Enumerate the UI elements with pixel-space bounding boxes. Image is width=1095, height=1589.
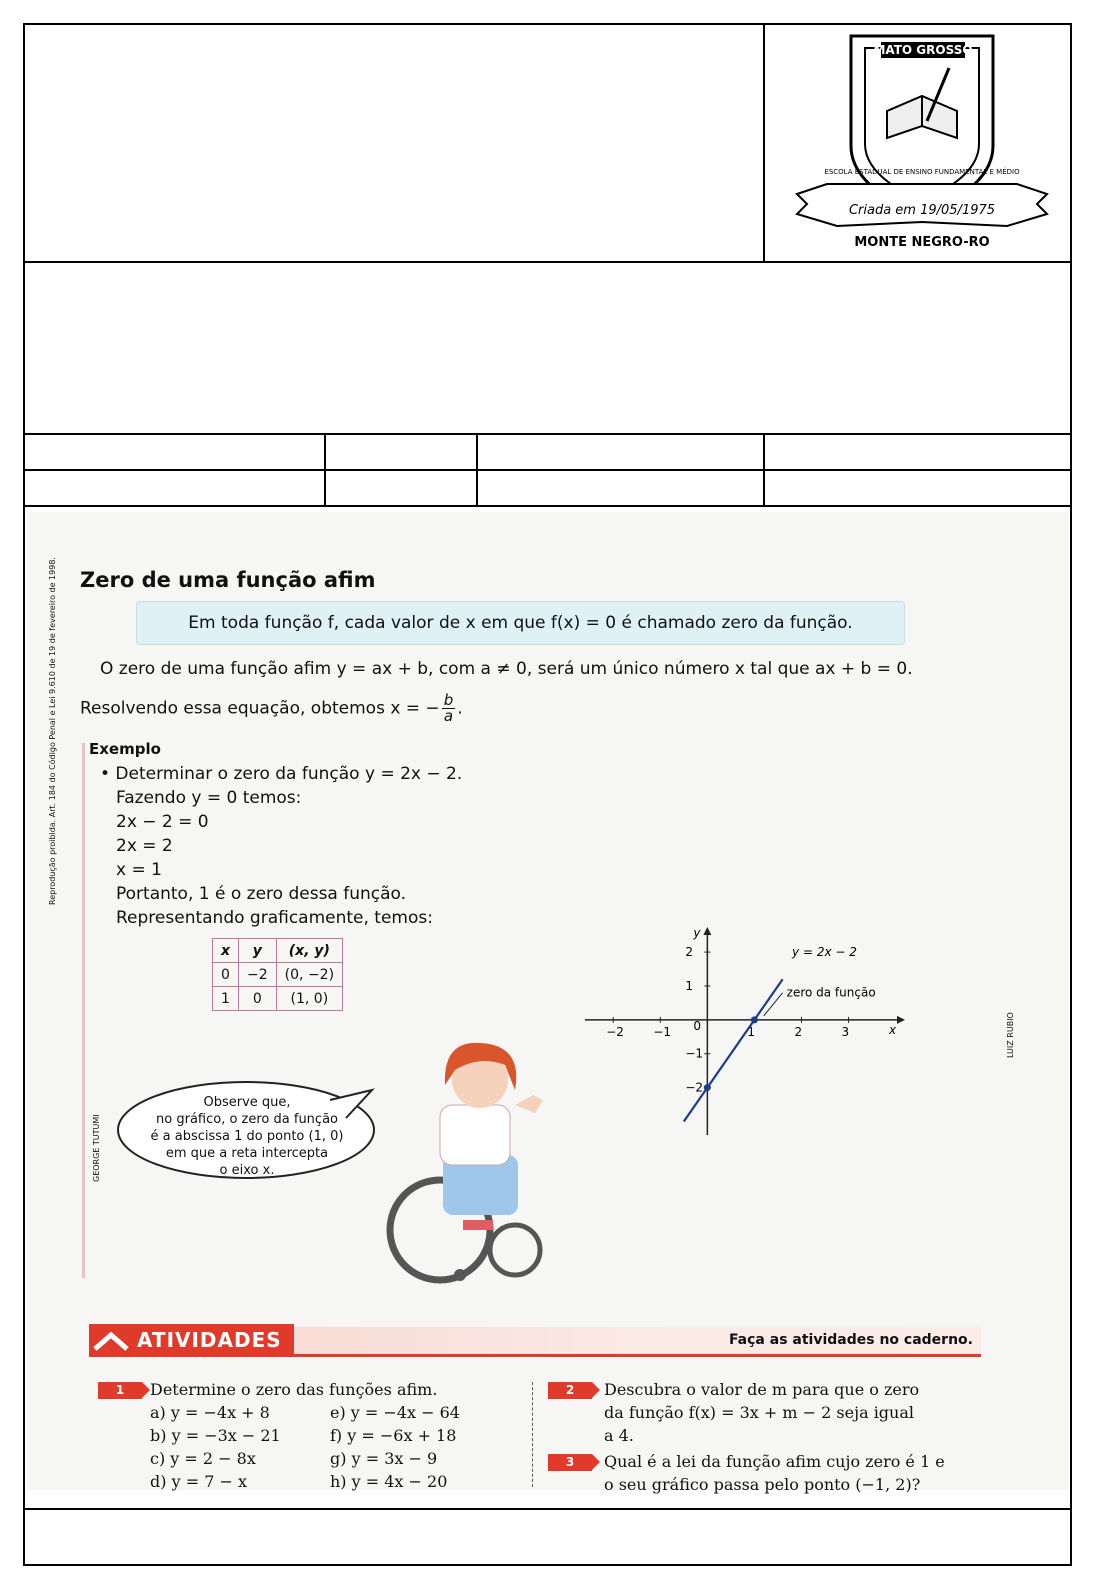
header-field-1 xyxy=(24,434,325,470)
header-blank-cell xyxy=(24,24,764,262)
header-field-8 xyxy=(764,470,1071,506)
section-title: Zero de uma função afim xyxy=(80,568,376,592)
header-field-2 xyxy=(325,434,477,470)
q1-items-left xyxy=(150,1401,281,1493)
q2-line: Descubra o valor de m para que o zero xyxy=(604,1380,920,1399)
x-tick-label: −1 xyxy=(653,1024,671,1039)
activities-underline xyxy=(89,1354,981,1357)
fraction xyxy=(442,693,456,724)
example-title: Exemplo xyxy=(89,740,161,758)
crest-ribbon-text: Criada em 19/05/1975 xyxy=(849,203,996,218)
school-crest xyxy=(767,26,1067,256)
line-label: y = 2x − 2 xyxy=(792,945,857,960)
example-line: Fazendo y = 0 temos: xyxy=(116,788,302,808)
fraction-numerator: b xyxy=(443,691,454,709)
header-info-cell xyxy=(24,262,1071,434)
q2-text xyxy=(604,1378,919,1447)
example-lines xyxy=(100,762,462,930)
activities-title: ATIVIDADES xyxy=(137,1328,282,1352)
table-cell: 0 xyxy=(239,987,277,1011)
example-line: Portanto, 1 é o zero dessa função. xyxy=(116,884,407,904)
paragraph-1: O zero de uma função afim y = ax + b, com a ≠ 0, será um único número x tal que ax + b = 0. xyxy=(100,659,913,679)
header-field-4 xyxy=(764,434,1071,470)
x-axis-arrow xyxy=(897,1016,905,1024)
bubble-line: no gráfico, o zero da função xyxy=(156,1112,338,1127)
bubble-line: o eixo x. xyxy=(219,1163,275,1178)
bubble-text xyxy=(122,1094,372,1179)
header-field-5 xyxy=(24,470,325,506)
example-line: 2x − 2 = 0 xyxy=(116,812,209,832)
q1-item: c) y = 2 − 8x xyxy=(150,1449,256,1468)
q1-item: a) y = −4x + 8 xyxy=(150,1403,270,1422)
activities-note: Faça as atividades no caderno. xyxy=(728,1332,973,1348)
annotation-leader xyxy=(764,993,783,1016)
x-tick-label: 2 xyxy=(794,1024,803,1039)
graph-credit: LUIZ RUBIO xyxy=(1006,1012,1015,1058)
illustrator-credit: GEORGE TUTUMI xyxy=(92,1114,101,1182)
fraction-denominator: a xyxy=(443,707,454,725)
q1-item: e) y = −4x − 64 xyxy=(330,1403,460,1422)
table-cell: 0 xyxy=(213,963,239,987)
paragraph-2-text: Resolvendo essa equação, obtemos x = − xyxy=(80,698,440,719)
header-field-3 xyxy=(477,434,764,470)
example-bar xyxy=(82,743,85,1278)
q1-item: b) y = −3x − 21 xyxy=(150,1426,281,1445)
table-cell: −2 xyxy=(239,963,277,987)
header-table xyxy=(23,23,1072,507)
q1-item: d) y = 7 − x xyxy=(150,1472,247,1491)
crest-top-text: MATO GROSSO xyxy=(873,43,973,57)
paragraph-2-end: . xyxy=(457,698,463,719)
bubble-line: Observe que, xyxy=(203,1095,291,1110)
logo-cell xyxy=(764,24,1071,262)
header-field-7 xyxy=(477,470,764,506)
q2-number: 2 xyxy=(548,1382,592,1399)
table-header: (x, y) xyxy=(276,939,342,963)
x-tick-label: 3 xyxy=(841,1024,850,1039)
paragraph-2 xyxy=(80,693,463,724)
y-tick-label: 1 xyxy=(685,978,693,993)
q2-line: da função f(x) = 3x + m − 2 seja igual xyxy=(604,1403,915,1422)
column-divider xyxy=(532,1382,533,1487)
graph-point xyxy=(704,1084,711,1091)
example-line: x = 1 xyxy=(116,860,162,880)
q1-item: f) y = −6x + 18 xyxy=(330,1426,457,1445)
q3-line: Qual é a lei da função afim cujo zero é 1 e xyxy=(604,1452,945,1471)
example-line: • Determinar o zero da função y = 2x − 2. xyxy=(100,764,463,784)
q3-number: 3 xyxy=(548,1454,592,1471)
y-axis-arrow xyxy=(703,927,711,935)
example-line: Representando graficamente, temos: xyxy=(116,908,433,928)
q1-item: g) y = 3x − 9 xyxy=(330,1449,438,1468)
crest-bottom-text: MONTE NEGRO-RO xyxy=(854,235,991,250)
y-tick-label: −2 xyxy=(685,1080,704,1095)
bubble-line: é a abscissa 1 do ponto (1, 0) xyxy=(150,1129,344,1144)
q3-line: o seu gráfico passa pelo ponto (−1, 2)? xyxy=(604,1475,921,1494)
values-table xyxy=(212,938,343,1011)
q1-item: h) y = 4x − 20 xyxy=(330,1472,448,1491)
annotation-label: zero da função xyxy=(786,985,876,1000)
definition-box: Em toda função f, cada valor de x em que f(x) = 0 é chamado zero da função. xyxy=(136,601,905,645)
q1-text: Determine o zero das funções afim. xyxy=(150,1380,438,1399)
table-cell: 1 xyxy=(213,987,239,1011)
bottom-rule xyxy=(23,1508,1072,1510)
example-line: 2x = 2 xyxy=(116,836,173,856)
legal-credit: Reprodução proibida. Art. 184 do Código Penal e Lei 9.610 de 19 de fevereiro de 1998. xyxy=(48,557,57,905)
origin-label: 0 xyxy=(693,1018,701,1033)
table-header: x xyxy=(213,939,239,963)
y-tick-label: 2 xyxy=(685,945,693,960)
table-cell: (1, 0) xyxy=(276,987,342,1011)
table-header: y xyxy=(239,939,277,963)
graph-point xyxy=(751,1016,758,1023)
y-tick-label: −1 xyxy=(685,1046,704,1061)
y-axis-label: y xyxy=(693,926,701,940)
q1-items-right xyxy=(330,1401,460,1493)
wheelchair-girl-illustration xyxy=(385,1035,565,1285)
crest-arc-text: ESCOLA ESTADUAL DE ENSINO FUNDAMENTAL E MÉDIO xyxy=(824,168,1021,176)
q2-line: a 4. xyxy=(604,1426,634,1445)
header-field-6 xyxy=(325,470,477,506)
bubble-line: em que a reta intercepta xyxy=(165,1146,329,1161)
table-cell: (0, −2) xyxy=(276,963,342,987)
x-axis-label: x xyxy=(889,1022,897,1037)
chevron-up-icon xyxy=(91,1327,131,1354)
x-tick-label: 1 xyxy=(747,1024,756,1039)
function-graph xyxy=(585,925,905,1135)
q3-text xyxy=(604,1450,945,1496)
q1-number: 1 xyxy=(98,1382,142,1399)
x-tick-label: −2 xyxy=(606,1024,624,1039)
